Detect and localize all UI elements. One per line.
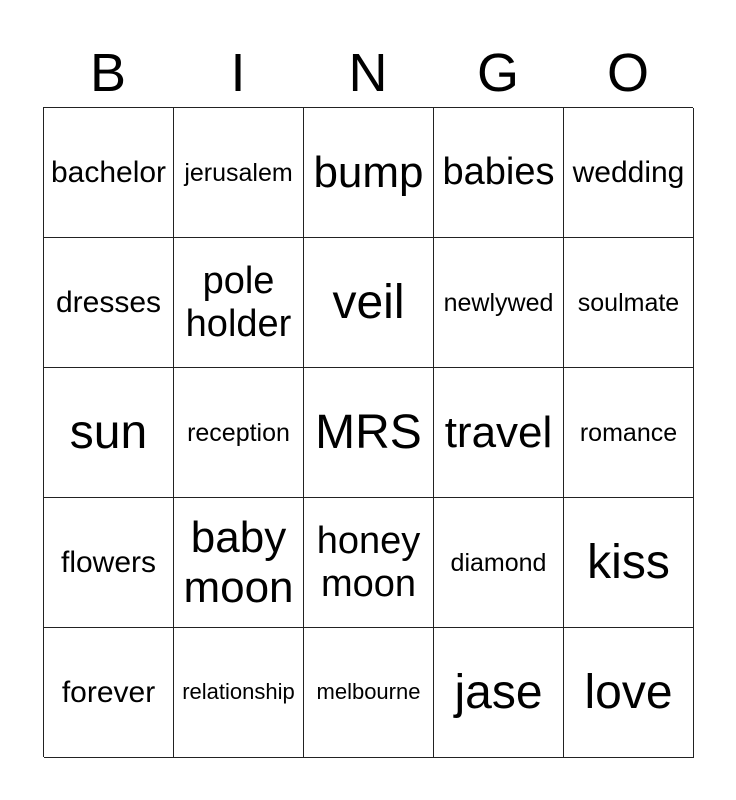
bingo-cell[interactable]: diamond	[434, 498, 564, 628]
bingo-cell[interactable]: romance	[564, 368, 694, 498]
bingo-cell[interactable]: jerusalem	[174, 108, 304, 238]
bingo-cell[interactable]: travel	[434, 368, 564, 498]
header-letter-b: B	[89, 43, 127, 103]
bingo-cell[interactable]: honey moon	[304, 498, 434, 628]
header-letter-n: N	[348, 43, 388, 103]
bingo-cell[interactable]: sun	[44, 368, 174, 498]
bingo-cell[interactable]: babies	[434, 108, 564, 238]
bingo-cell[interactable]: MRS	[304, 368, 434, 498]
bingo-cell[interactable]: relationship	[174, 628, 304, 758]
bingo-cell[interactable]: jase	[434, 628, 564, 758]
bingo-cell[interactable]: veil	[304, 238, 434, 368]
bingo-cell[interactable]: melbourne	[304, 628, 434, 758]
bingo-cell[interactable]: baby moon	[174, 498, 304, 628]
bingo-cell[interactable]: bachelor	[44, 108, 174, 238]
header-letter-o: O	[606, 43, 649, 103]
bingo-cell[interactable]: soulmate	[564, 238, 694, 368]
bingo-cell[interactable]: reception	[174, 368, 304, 498]
bingo-cell[interactable]: forever	[44, 628, 174, 758]
bingo-header	[43, 40, 693, 106]
bingo-cell[interactable]: love	[564, 628, 694, 758]
bingo-cell[interactable]: pole holder	[174, 238, 304, 368]
bingo-cell[interactable]: dresses	[44, 238, 174, 368]
bingo-cell[interactable]: wedding	[564, 108, 694, 238]
header-letter-g: G	[476, 43, 519, 103]
bingo-board	[43, 107, 693, 757]
bingo-cell[interactable]: kiss	[564, 498, 694, 628]
bingo-cell[interactable]: bump	[304, 108, 434, 238]
bingo-cell[interactable]: newlywed	[434, 238, 564, 368]
bingo-cell[interactable]: flowers	[44, 498, 174, 628]
header-letter-i: I	[230, 43, 246, 103]
